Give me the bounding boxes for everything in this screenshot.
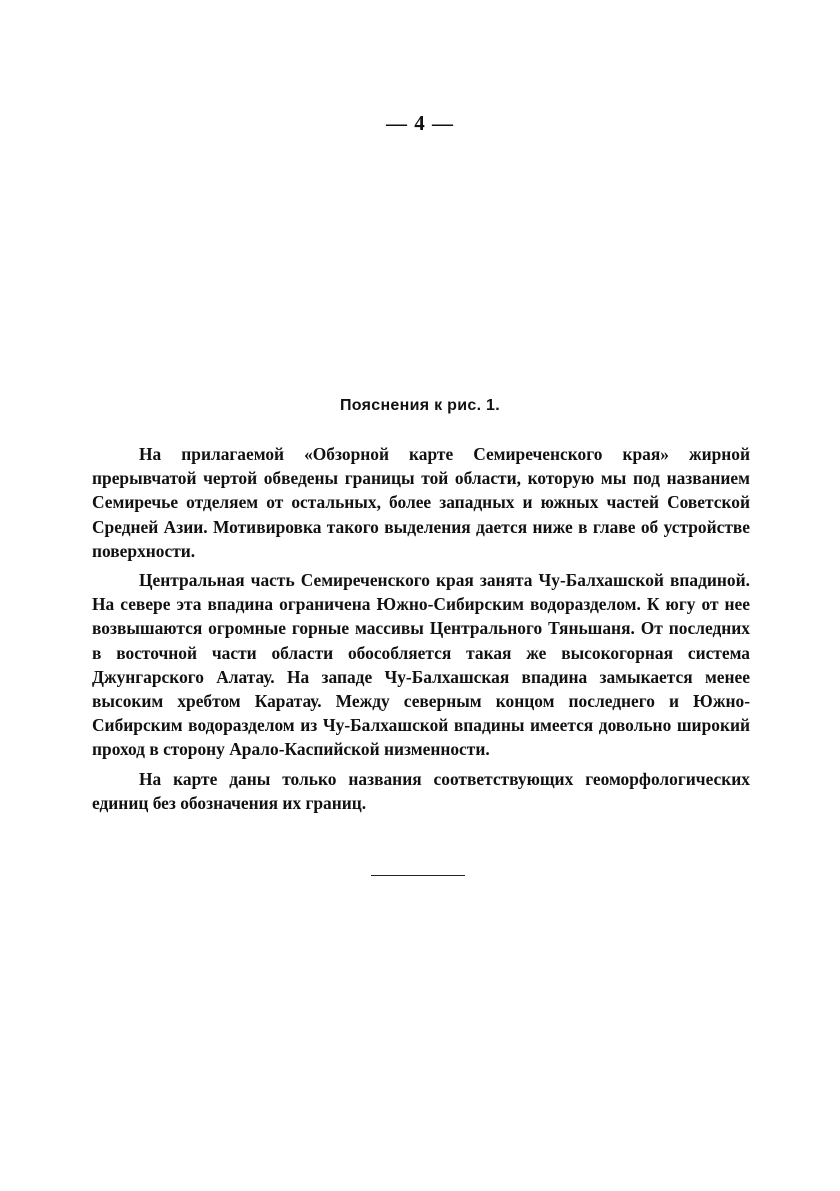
section-heading: Пояснения к рис. 1.: [339, 397, 501, 414]
end-divider: [371, 875, 465, 876]
paragraph-2: Центральная часть Семиреченского края занята Чу-Балхашской впадиной. На севере эта впадина ограничена Южно-Сибирским водоразделом. К югу от нее возвышаются огромные горные массивы Центрального Тяньшаня. От последних в восточной части области обособляется такая же высокогорная система Джунгарского Алатау. На западе Чу-Балхашская впадина замыкается менее высоким хребтом Каратау. Между северным концом последнего и Южно-Сибирским водоразделом из Чу-Балхашской впадины имеется довольно широкий проход в сторону Арало-Каспийской низменности.: [92, 570, 750, 760]
page-number: — 4 —: [386, 111, 454, 135]
body-text: [92, 442, 750, 820]
paragraph-3: На карте даны только названия соответствующих геоморфологических единиц без обозначения их границ.: [92, 768, 750, 813]
paragraph-1: На прилагаемой «Обзорной карте Семиреченского края» жирной прерывчатой чертой обведены границы той области, которую мы под названием Семиречье отделяем от остальных, более западных и южных частей Советской Средней Азии. Мотивировка такого выделения дается ниже в главе об устройстве поверхности.: [92, 444, 750, 561]
